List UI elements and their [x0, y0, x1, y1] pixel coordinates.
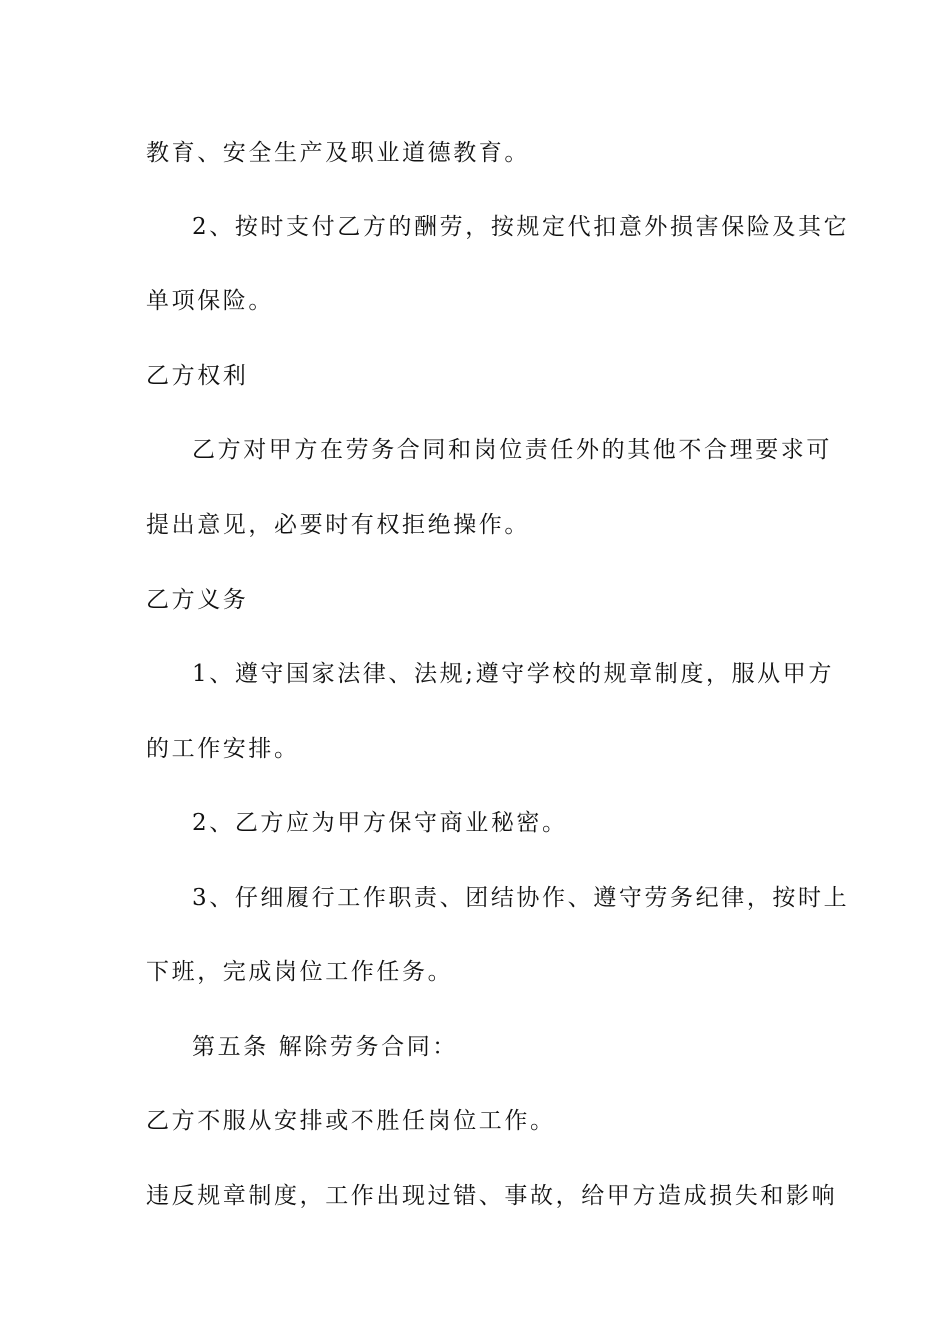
body-text-line: 2、按时支付乙方的酬劳，按规定代扣意外损害保险及其它 [192, 214, 850, 240]
body-text-line: 乙方对甲方在劳务合同和岗位责任外的其他不合理要求可 [192, 437, 832, 463]
body-text-line: 违反规章制度，工作出现过错、事故，给甲方造成损失和影响 [146, 1183, 838, 1209]
section-heading: 乙方义务 [146, 587, 249, 613]
body-text-line: 提出意见，必要时有权拒绝操作。 [146, 512, 530, 538]
section-heading: 乙方权利 [146, 363, 249, 389]
body-text-line: 2、乙方应为甲方保守商业秘密。 [192, 810, 568, 836]
body-text-line: 乙方不服从安排或不胜任岗位工作。 [146, 1108, 556, 1134]
body-text-line: 教育、安全生产及职业道德教育。 [146, 140, 530, 166]
article-heading: 第五条 解除劳务合同： [192, 1034, 458, 1060]
body-text-line: 下班，完成岗位工作任务。 [146, 959, 454, 985]
body-text-line: 3、仔细履行工作职责、团结协作、遵守劳务纪律，按时上 [192, 885, 850, 911]
body-text-line: 1、遵守国家法律、法规;遵守学校的规章制度，服从甲方 [192, 661, 834, 687]
body-text-line: 的工作安排。 [146, 736, 300, 762]
body-text-line: 单项保险。 [146, 288, 274, 314]
